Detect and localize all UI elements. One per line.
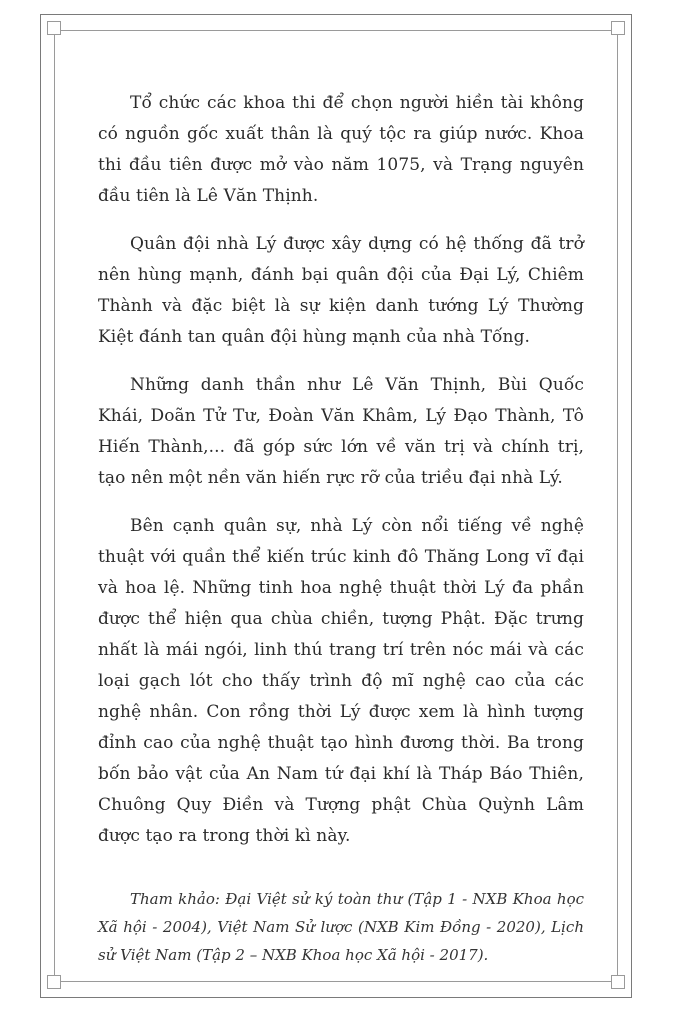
paragraph-scholars: Những danh thần như Lê Văn Thịnh, Bùi Quốc Khái, Doãn Tử Tư, Đoàn Văn Khâm, Lý Đạo Thành, Tô Hiến Thành,... đã góp sức lớn về văn trị và chính trị, tạo nên một nền văn hiến rực rỡ của triều đại nhà Lý. <box>98 375 584 488</box>
reference-note: Tham khảo: Đại Việt sử ký toàn thư (Tập 1 - NXB Khoa học Xã hội - 2004), Việt Nam Sử lược (NXB Kim Đồng - 2020), Lịch sử Việt Nam (Tập 2 – NXB Khoa học Xã hội - 2017). <box>98 890 584 964</box>
paragraph-exams: Tổ chức các khoa thi để chọn người hiền tài không có nguồn gốc xuất thân là quý tộc ra giúp nước. Khoa thi đầu tiên được mở vào năm 1075, và Trạng nguyên đầu tiên là Lê Văn Thịnh. <box>98 93 584 206</box>
paragraph-army: Quân đội nhà Lý được xây dựng có hệ thống đã trở nên hùng mạnh, đánh bại quân đội của Đại Lý, Chiêm Thành và đặc biệt là sự kiện danh tướng Lý Thường Kiệt đánh tan quân đội hùng mạnh của nhà Tống. <box>98 234 584 347</box>
page-body <box>98 88 584 969</box>
corner-ornament-top-left <box>47 21 61 35</box>
corner-ornament-bottom-right <box>611 975 625 989</box>
corner-ornament-top-right <box>611 21 625 35</box>
corner-ornament-bottom-left <box>47 975 61 989</box>
paragraph-arts: Bên cạnh quân sự, nhà Lý còn nổi tiếng về nghệ thuật với quần thể kiến trúc kinh đô Thăng Long vĩ đại và hoa lệ. Những tinh hoa nghệ thuật thời Lý đa phần được thể hiện qua chùa chiền, tượng Phật. Đặc trưng nhất là mái ngói, linh thú trang trí trên nóc mái và các loại gạch lót cho thấy trình độ mĩ nghệ cao của các nghệ nhân. Con rồng thời Lý được xem là hình tượng đỉnh cao của nghệ thuật tạo hình đương thời. Ba trong bốn bảo vật của An Nam tứ đại khí là Tháp Báo Thiên, Chuông Quy Điền và Tượng phật Chùa Quỳnh Lâm được tạo ra trong thời kì này. <box>98 516 584 846</box>
